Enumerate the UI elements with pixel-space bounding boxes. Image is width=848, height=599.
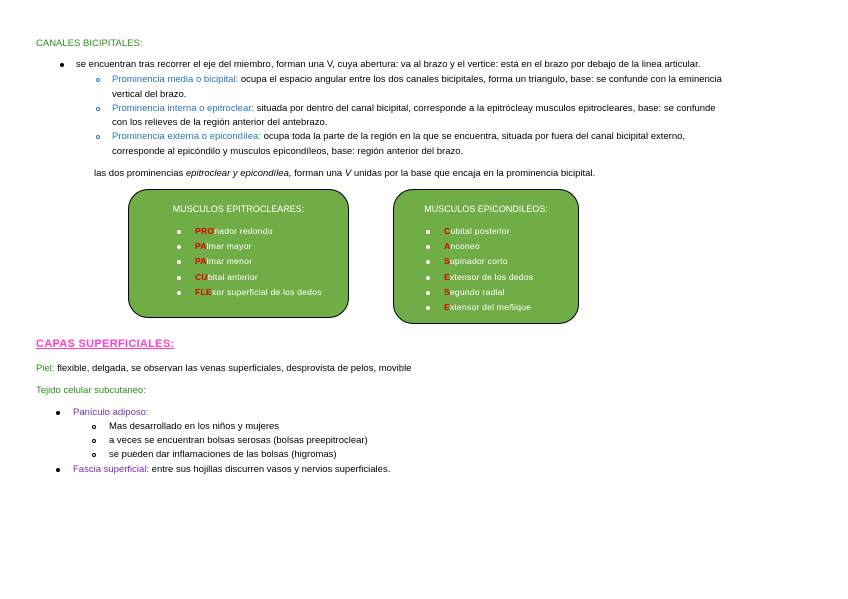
paniculo-item: se pueden dar inflamaciones de las bolsas (higromas) (109, 449, 337, 460)
item-media-text: ocupa el espacio angular entre los dos canales bicipitales, forma un triangulo, base: se confunde con la eminencia (238, 74, 722, 85)
item-externa-line2: corresponde al epicóndilo y musculos epicondíleos, base: región anterior del brazo. (112, 146, 464, 157)
fascia-text: entre sus hojillas discurren vasos y nervios superficiales. (149, 464, 391, 475)
item-media-label: Prominencia media o bicipital: (112, 74, 239, 85)
bullet-dot (56, 468, 60, 472)
fascia-label: Fascia superficial: (73, 464, 150, 475)
item-interna-text: situada por dentro del canal bicipital, corresponde a la epitrócleay musculos epitrocleares, base: se confunde (254, 103, 716, 114)
item-interna-line2: con los relieves de la región anterior del antebrazo. (112, 117, 328, 128)
item-rest: upinador corto (449, 256, 508, 267)
box-epicondileos (393, 189, 579, 324)
bullet-circle (92, 453, 96, 457)
item-externa-line1 (112, 131, 685, 142)
paniculo-item: a veces se encuentran bolsas serosas (bolsas preepitroclear) (109, 435, 368, 446)
canales-summary (94, 168, 595, 179)
item-rest: ubital posterior (450, 226, 510, 236)
item-rest: xtensor del meñique (449, 301, 532, 312)
paniculo-item: Mas desarrollado en los niños y mujeres (109, 421, 280, 432)
highlight: PA (195, 241, 207, 252)
bullet-circle (96, 78, 100, 82)
highlight: PRO (195, 226, 215, 236)
bullet-circle (96, 107, 100, 111)
fascia-line (73, 464, 390, 475)
summary-em: epitroclear y epicondílea, (185, 168, 292, 179)
highlight: CU (195, 271, 208, 282)
summary-mid: forman una (291, 168, 345, 179)
canales-intro: se encuentran tras recorrer el eje del miembro, forman una V, cuya abertura: va al brazo y el vertice: está en el brazo por debajo de la linea articular. (76, 59, 701, 70)
bullet-dot (56, 411, 60, 415)
item-rest: lmar mayor (206, 241, 252, 252)
item-rest: bital anterior (207, 271, 258, 282)
item-media-line2: vertical del brazo. (112, 89, 187, 100)
highlight: E (444, 301, 450, 312)
item-externa-label: Prominencia externa o epicondílea: (112, 131, 261, 142)
highlight: C (444, 226, 451, 236)
piel-label: Piel: (36, 363, 55, 374)
heading-canales: CANALES BICIPITALES: (36, 38, 143, 49)
box-epicondileos-title: MUSCULOS EPICONDILEOS: (424, 204, 548, 214)
item-rest: nconeo (450, 241, 480, 252)
bullet-circle (96, 135, 100, 139)
highlight: S (444, 286, 450, 297)
highlight: A (444, 241, 451, 252)
highlight: E (444, 271, 450, 282)
piel-text: flexible, delgada, se observan las venas superficiales, desprovista de pelos, movible (54, 363, 412, 374)
paniculo-label: Panículo adiposo: (73, 407, 149, 418)
summary-pre: las dos prominencias (94, 168, 186, 179)
item-rest: nador redondo (214, 226, 273, 236)
box-epitrocleares (128, 189, 349, 318)
box-epitrocleares-title: MUSCULOS EPITROCLEARES: (172, 204, 305, 214)
piel-line (36, 363, 411, 374)
item-rest: xor superficial de los dedos (211, 286, 322, 297)
tejido-heading: Tejido celular subcutaneo: (36, 385, 146, 396)
summary-v: V (344, 168, 352, 179)
heading-capas: CAPAS SUPERFICIALES: (36, 338, 175, 350)
item-rest: lmar menor (206, 256, 253, 267)
highlight: PA (195, 256, 207, 267)
item-rest: egundo radial (449, 286, 505, 297)
highlight: S (444, 256, 450, 267)
item-rest: xtensor de los dedos (449, 271, 534, 282)
item-interna-line1 (112, 103, 716, 114)
item-externa-text: ocupa toda la parte de la región en la que se encuentra, situada por fuera del canal bicipital externo, (260, 131, 686, 142)
item-media-line1 (112, 74, 722, 85)
summary-post: unidas por la base que encaja en la prominencia bicipital. (351, 168, 596, 179)
bullet-circle (92, 425, 96, 429)
highlight: FLE (195, 286, 212, 297)
bullet-circle (92, 439, 96, 443)
bullet-dot (60, 63, 64, 67)
item-interna-label: Prominencia interna o epitroclear: (112, 103, 255, 114)
